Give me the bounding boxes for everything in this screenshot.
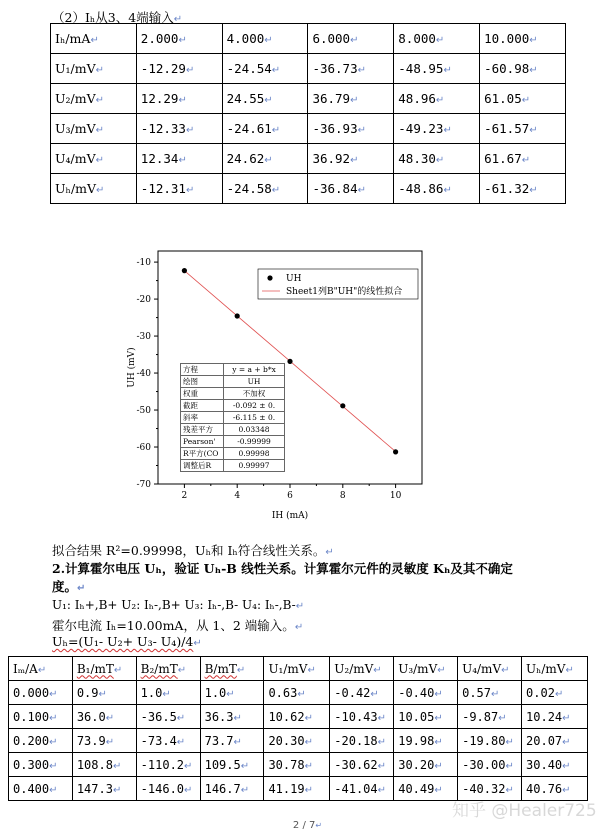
fit-table-row bbox=[181, 412, 285, 424]
table-cell: -49.23↵ bbox=[394, 114, 480, 144]
paragraph-mark-icon: ↵ bbox=[185, 185, 195, 196]
table-cell: -10.43↵ bbox=[330, 705, 394, 729]
fit-param-value: -6.115 ± 0. bbox=[224, 412, 285, 424]
paragraph-mark-icon: ↵ bbox=[325, 547, 334, 558]
paragraph-mark-icon: ↵ bbox=[491, 688, 500, 700]
table-cell: -41.04↵ bbox=[330, 777, 394, 801]
paragraph-mark-icon: ↵ bbox=[434, 784, 443, 796]
table-cell: 0.000↵ bbox=[9, 681, 73, 705]
paragraph-mark-icon: ↵ bbox=[112, 784, 122, 796]
paragraph-mark-icon: ↵ bbox=[377, 784, 387, 796]
fit-param-name: 权重 bbox=[181, 388, 224, 400]
paragraph-mark-icon: ↵ bbox=[434, 760, 443, 772]
page-number: 2 / 7↵ bbox=[292, 820, 323, 831]
table-cell: 30.40↵ bbox=[522, 753, 588, 777]
fit-table-row bbox=[181, 388, 285, 400]
section-heading-line-1: 2.计算霍尔电压 Uₕ，验证 Uₕ-B 线性关系。计算霍尔元件的灵敏度 Kₕ及其不确定 bbox=[52, 561, 513, 576]
paragraph-mark-icon: ↵ bbox=[49, 736, 58, 748]
table-cell: 1.0↵ bbox=[200, 681, 264, 705]
table-cell: -12.29↵ bbox=[136, 54, 222, 84]
table-cell: -40.32↵ bbox=[458, 777, 522, 801]
watermark-text: 知乎 @Healer725 bbox=[452, 801, 597, 821]
fit-table-row bbox=[181, 364, 285, 376]
table-cell: -48.95↵ bbox=[394, 54, 480, 84]
paragraph-mark-icon: ↵ bbox=[105, 736, 115, 748]
table-cell: 20.30↵ bbox=[264, 729, 330, 753]
table-cell: 0.02↵ bbox=[522, 681, 588, 705]
table-cell: 0.200↵ bbox=[9, 729, 73, 753]
fit-param-value: 0.99998 bbox=[224, 448, 285, 460]
y-tick-label: -70 bbox=[136, 480, 151, 490]
fit-param-name: R平方(CO bbox=[181, 448, 224, 460]
table-row bbox=[51, 54, 566, 84]
row-label: U₂/mV↵ bbox=[51, 84, 137, 114]
table-cell: 8.000↵ bbox=[394, 24, 480, 54]
uh-vs-ih-chart bbox=[120, 245, 440, 530]
paragraph-mark-icon: ↵ bbox=[304, 784, 313, 796]
paragraph-mark-icon: ↵ bbox=[37, 664, 47, 676]
fit-param-name: Pearson' bbox=[181, 436, 224, 448]
paragraph-mark-icon: ↵ bbox=[350, 35, 359, 46]
paragraph-mark-icon: ↵ bbox=[562, 712, 571, 724]
paragraph-mark-icon: ↵ bbox=[240, 784, 250, 796]
paragraph-mark-icon: ↵ bbox=[350, 95, 359, 106]
table-cell: -20.18↵ bbox=[330, 729, 394, 753]
table-cell: 10.62↵ bbox=[264, 705, 330, 729]
table-cell: -110.2↵ bbox=[136, 753, 200, 777]
column-header: U₄/mV↵ bbox=[458, 657, 522, 681]
table-cell: -61.57↵ bbox=[480, 114, 566, 144]
table-cell: 48.30↵ bbox=[394, 144, 480, 174]
paragraph-mark-icon: ↵ bbox=[233, 736, 242, 748]
fit-param-value: y = a + b*x bbox=[224, 364, 285, 376]
y-axis-label: UH (mV) bbox=[127, 347, 137, 388]
table-cell: 30.78↵ bbox=[264, 753, 330, 777]
table-cell: 12.34↵ bbox=[136, 144, 222, 174]
paragraph-mark-icon: ↵ bbox=[437, 664, 446, 676]
table-cell: -73.4↵ bbox=[136, 729, 200, 753]
table-cell: 19.98↵ bbox=[394, 729, 458, 753]
paragraph-mark-icon: ↵ bbox=[370, 688, 379, 700]
table-cell: -36.93↵ bbox=[308, 114, 394, 144]
paragraph-mark-icon: ↵ bbox=[297, 688, 306, 700]
paragraph-mark-icon: ↵ bbox=[377, 712, 387, 724]
paragraph-mark-icon: ↵ bbox=[434, 712, 443, 724]
column-header: Iₘ/A↵ bbox=[9, 657, 73, 681]
fit-param-name: 方程 bbox=[181, 364, 224, 376]
y-tick-label: -30 bbox=[136, 332, 151, 343]
table-cell: 0.300↵ bbox=[9, 753, 73, 777]
row-label: U₃/mV↵ bbox=[51, 114, 137, 144]
fit-param-name: 截距 bbox=[181, 400, 224, 412]
paragraph-mark-icon: ↵ bbox=[434, 688, 443, 700]
fit-result-text: 拟合结果 R²=0.99998，Uₕ和 Iₕ符合线性关系。↵ bbox=[52, 543, 334, 558]
fit-table-row bbox=[181, 376, 285, 388]
table-row bbox=[51, 114, 566, 144]
paragraph-mark-icon: ↵ bbox=[307, 664, 316, 676]
paragraph-mark-icon: ↵ bbox=[304, 712, 313, 724]
fit-param-name: 斜率 bbox=[181, 412, 224, 424]
table-cell: 30.20↵ bbox=[394, 753, 458, 777]
paragraph-mark-icon: ↵ bbox=[95, 125, 105, 136]
paragraph-mark-icon: ↵ bbox=[529, 125, 538, 136]
row-label: U₁/mV↵ bbox=[51, 54, 137, 84]
paragraph-mark-icon: ↵ bbox=[357, 125, 366, 136]
paragraph-mark-icon: ↵ bbox=[112, 760, 122, 772]
data-point bbox=[182, 268, 187, 273]
fit-table-row bbox=[181, 460, 285, 472]
column-header: U₁/mV↵ bbox=[264, 657, 330, 681]
x-tick-label: 10 bbox=[389, 491, 402, 501]
table-cell: -146.0↵ bbox=[136, 777, 200, 801]
column-header: B₂/mT↵ bbox=[136, 657, 200, 681]
fit-table-row bbox=[181, 436, 285, 448]
paragraph-mark-icon: ↵ bbox=[357, 185, 366, 196]
table-cell: 4.000↵ bbox=[222, 24, 308, 54]
table-cell: 147.3↵ bbox=[72, 777, 136, 801]
table-cell: 20.07↵ bbox=[522, 729, 588, 753]
legend-label: UH bbox=[286, 274, 302, 284]
paragraph-mark-icon: ↵ bbox=[304, 760, 313, 772]
fit-param-value: 0.99997 bbox=[224, 460, 285, 472]
hall-voltage-table-2 bbox=[8, 656, 588, 801]
table-cell: -60.98↵ bbox=[480, 54, 566, 84]
y-tick-label: -10 bbox=[136, 258, 151, 269]
paragraph-mark-icon: ↵ bbox=[271, 65, 281, 76]
table-row bbox=[9, 753, 588, 777]
fit-param-value: 不加权 bbox=[224, 388, 285, 400]
section-2-heading: （2）Iₕ从3、4端输入↵ bbox=[52, 10, 183, 25]
paragraph-mark-icon: ↵ bbox=[501, 664, 510, 676]
table-cell: -9.87↵ bbox=[458, 705, 522, 729]
y-tick-label: -40 bbox=[136, 369, 151, 380]
fit-param-name: 残差平方 bbox=[181, 424, 224, 436]
paragraph-mark-icon: ↵ bbox=[505, 736, 514, 748]
paragraph-mark-icon: ↵ bbox=[236, 664, 246, 676]
paragraph-mark-icon: ↵ bbox=[90, 35, 99, 46]
paragraph-mark-icon: ↵ bbox=[185, 65, 195, 76]
row-label: Uₕ/mV↵ bbox=[51, 174, 137, 204]
paragraph-mark-icon: ↵ bbox=[350, 155, 359, 166]
data-point bbox=[287, 359, 292, 364]
table-cell: 61.67↵ bbox=[480, 144, 566, 174]
table-cell: -24.61↵ bbox=[222, 114, 308, 144]
paragraph-mark-icon: ↵ bbox=[443, 125, 452, 136]
paragraph-mark-icon: ↵ bbox=[271, 185, 281, 196]
table-cell: 0.400↵ bbox=[9, 777, 73, 801]
hall-voltage-table-1 bbox=[50, 23, 566, 204]
paragraph-mark-icon: ↵ bbox=[95, 65, 105, 76]
paragraph-mark-icon: ↵ bbox=[498, 712, 507, 724]
table-row bbox=[51, 84, 566, 114]
column-header: B₁/mT↵ bbox=[72, 657, 136, 681]
paragraph-mark-icon: ↵ bbox=[49, 688, 58, 700]
paragraph-mark-icon: ↵ bbox=[177, 664, 187, 676]
paragraph-mark-icon: ↵ bbox=[162, 688, 171, 700]
legend-marker-dot bbox=[267, 275, 272, 280]
column-header: B/mT↵ bbox=[200, 657, 264, 681]
fit-param-value: -0.99999 bbox=[224, 436, 285, 448]
paragraph-mark-icon: ↵ bbox=[233, 712, 242, 724]
table-cell: -30.00↵ bbox=[458, 753, 522, 777]
paragraph-mark-icon: ↵ bbox=[264, 35, 273, 46]
paragraph-mark-icon: ↵ bbox=[521, 95, 531, 106]
paragraph-mark-icon: ↵ bbox=[562, 784, 571, 796]
paragraph-mark-icon: ↵ bbox=[562, 760, 571, 772]
table-cell: -36.84↵ bbox=[308, 174, 394, 204]
table-cell: 73.9↵ bbox=[72, 729, 136, 753]
table-cell: 0.100↵ bbox=[9, 705, 73, 729]
y-tick-label: -60 bbox=[136, 443, 151, 454]
paragraph-mark-icon: ↵ bbox=[521, 155, 531, 166]
paragraph-mark-icon: ↵ bbox=[295, 601, 305, 612]
column-header: U₂/mV↵ bbox=[330, 657, 394, 681]
row-label: Iₕ/mA↵ bbox=[51, 24, 137, 54]
paragraph-mark-icon: ↵ bbox=[264, 95, 273, 106]
table-cell: 2.000↵ bbox=[136, 24, 222, 54]
paragraph-mark-icon: ↵ bbox=[377, 760, 387, 772]
paragraph-mark-icon: ↵ bbox=[176, 736, 186, 748]
paragraph-mark-icon: ↵ bbox=[565, 664, 574, 676]
legend-label: Sheet1列B"UH"的线性拟合 bbox=[286, 287, 403, 297]
fit-param-name: 调整后R bbox=[181, 460, 224, 472]
paragraph-mark-icon: ↵ bbox=[529, 185, 538, 196]
table-row bbox=[51, 174, 566, 204]
x-axis-label: IH (mA) bbox=[271, 511, 309, 521]
paragraph-mark-icon: ↵ bbox=[184, 784, 193, 796]
paragraph-mark-icon: ↵ bbox=[178, 95, 187, 106]
table-cell: 0.63↵ bbox=[264, 681, 330, 705]
paragraph-mark-icon: ↵ bbox=[226, 688, 235, 700]
table-cell: 10.000↵ bbox=[480, 24, 566, 54]
paragraph-mark-icon: ↵ bbox=[240, 760, 250, 772]
paragraph-mark-icon: ↵ bbox=[264, 155, 273, 166]
paragraph-mark-icon: ↵ bbox=[113, 664, 123, 676]
paragraph-mark-icon: ↵ bbox=[294, 622, 304, 633]
paragraph-mark-icon: ↵ bbox=[505, 760, 514, 772]
paragraph-mark-icon: ↵ bbox=[554, 688, 564, 700]
table-cell: 109.5↵ bbox=[200, 753, 264, 777]
data-point bbox=[340, 403, 345, 408]
fit-param-value: 0.03348 bbox=[224, 424, 285, 436]
table-cell: -36.5↵ bbox=[136, 705, 200, 729]
paragraph-mark-icon: ↵ bbox=[271, 125, 281, 136]
x-tick-label: 6 bbox=[287, 491, 293, 501]
table-cell: 1.0↵ bbox=[136, 681, 200, 705]
table-cell: -0.40↵ bbox=[394, 681, 458, 705]
paragraph-mark-icon: ↵ bbox=[178, 155, 187, 166]
paragraph-mark-icon: ↵ bbox=[434, 736, 443, 748]
paragraph-mark-icon: ↵ bbox=[505, 784, 514, 796]
table-cell: -12.33↵ bbox=[136, 114, 222, 144]
fit-param-value: UH bbox=[224, 376, 285, 388]
x-tick-label: 4 bbox=[234, 491, 241, 501]
table-cell: 48.96↵ bbox=[394, 84, 480, 114]
paragraph-mark-icon: ↵ bbox=[49, 712, 58, 724]
table-cell: 6.000↵ bbox=[308, 24, 394, 54]
paragraph-mark-icon: ↵ bbox=[373, 664, 382, 676]
fit-param-name: 绘图 bbox=[181, 376, 224, 388]
data-point bbox=[235, 313, 240, 318]
table-cell: 0.9↵ bbox=[72, 681, 136, 705]
y-tick-label: -20 bbox=[136, 295, 151, 306]
table-row bbox=[9, 729, 588, 753]
current-note: 霍尔电流 Iₕ=10.00mA，从 1、2 端输入。↵ bbox=[52, 618, 304, 633]
paragraph-mark-icon: ↵ bbox=[178, 35, 187, 46]
table-cell: 0.57↵ bbox=[458, 681, 522, 705]
paragraph-mark-icon: ↵ bbox=[377, 736, 387, 748]
paragraph-mark-icon: ↵ bbox=[529, 35, 538, 46]
paragraph-mark-icon: ↵ bbox=[173, 14, 183, 25]
table-cell: -36.73↵ bbox=[308, 54, 394, 84]
table-row bbox=[51, 24, 566, 54]
table-cell: -19.80↵ bbox=[458, 729, 522, 753]
paragraph-mark-icon: ↵ bbox=[176, 712, 186, 724]
paragraph-mark-icon: ↵ bbox=[315, 821, 323, 830]
paragraph-mark-icon: ↵ bbox=[435, 95, 445, 106]
column-header: Uₕ/mV↵ bbox=[522, 657, 588, 681]
table-row bbox=[9, 681, 588, 705]
paragraph-mark-icon: ↵ bbox=[98, 688, 107, 700]
table-row bbox=[51, 144, 566, 174]
table-cell: 12.29↵ bbox=[136, 84, 222, 114]
fit-table-row bbox=[181, 424, 285, 436]
table-cell: 40.76↵ bbox=[522, 777, 588, 801]
paragraph-mark-icon: ↵ bbox=[193, 638, 202, 649]
paragraph-mark-icon: ↵ bbox=[77, 583, 86, 594]
paragraph-mark-icon: ↵ bbox=[105, 712, 115, 724]
x-tick-label: 2 bbox=[181, 491, 188, 501]
table-cell: 40.49↵ bbox=[394, 777, 458, 801]
table-cell: 36.3↵ bbox=[200, 705, 264, 729]
paragraph-mark-icon: ↵ bbox=[95, 155, 105, 166]
table-cell: 61.05↵ bbox=[480, 84, 566, 114]
table-cell: 10.05↵ bbox=[394, 705, 458, 729]
table-cell: -61.32↵ bbox=[480, 174, 566, 204]
paragraph-mark-icon: ↵ bbox=[304, 736, 313, 748]
paragraph-mark-icon: ↵ bbox=[95, 95, 105, 106]
y-tick-label: -50 bbox=[136, 406, 151, 417]
paragraph-mark-icon: ↵ bbox=[443, 185, 452, 196]
table-cell: 41.19↵ bbox=[264, 777, 330, 801]
table-cell: 108.8↵ bbox=[72, 753, 136, 777]
table-cell: 36.79↵ bbox=[308, 84, 394, 114]
fit-param-value: -0.092 ± 0. bbox=[224, 400, 285, 412]
row-label: U₄/mV↵ bbox=[51, 144, 137, 174]
paragraph-mark-icon: ↵ bbox=[49, 784, 58, 796]
table-cell: 146.7↵ bbox=[200, 777, 264, 801]
fit-table-row bbox=[181, 400, 285, 412]
paragraph-mark-icon: ↵ bbox=[357, 65, 366, 76]
column-header: U₃/mV↵ bbox=[394, 657, 458, 681]
paragraph-mark-icon: ↵ bbox=[443, 65, 452, 76]
table-cell: 36.92↵ bbox=[308, 144, 394, 174]
table-cell: -24.54↵ bbox=[222, 54, 308, 84]
uh-formula: Uₕ=(U₁- U₂+ U₃- U₄)/4↵ bbox=[52, 634, 202, 649]
table-cell: -48.86↵ bbox=[394, 174, 480, 204]
linear-fit-table bbox=[180, 363, 285, 472]
paragraph-mark-icon: ↵ bbox=[562, 736, 571, 748]
table-cell: -24.58↵ bbox=[222, 174, 308, 204]
voltage-definitions: U₁: Iₕ+,B+ U₂: Iₕ-,B+ U₃: Iₕ-,B- U₄: Iₕ-,B-↵ bbox=[52, 598, 305, 612]
section-heading-line-2: 度。↵ bbox=[52, 579, 86, 594]
table-cell: -30.62↵ bbox=[330, 753, 394, 777]
table-cell: 73.7↵ bbox=[200, 729, 264, 753]
paragraph-mark-icon: ↵ bbox=[529, 65, 538, 76]
table-cell: 36.0↵ bbox=[72, 705, 136, 729]
fit-table-row bbox=[181, 448, 285, 460]
table-cell: -0.42↵ bbox=[330, 681, 394, 705]
paragraph-mark-icon: ↵ bbox=[96, 185, 105, 196]
table-header-row bbox=[9, 657, 588, 681]
paragraph-mark-icon: ↵ bbox=[184, 760, 193, 772]
table-cell: 24.62↵ bbox=[222, 144, 308, 174]
table-row bbox=[9, 705, 588, 729]
paragraph-mark-icon: ↵ bbox=[185, 125, 195, 136]
table-cell: 10.24↵ bbox=[522, 705, 588, 729]
data-point bbox=[393, 449, 398, 454]
paragraph-mark-icon: ↵ bbox=[49, 760, 58, 772]
x-tick-label: 8 bbox=[339, 491, 346, 501]
table-cell: 24.55↵ bbox=[222, 84, 308, 114]
table-cell: -12.31↵ bbox=[136, 174, 222, 204]
paragraph-mark-icon: ↵ bbox=[435, 35, 445, 46]
paragraph-mark-icon: ↵ bbox=[435, 155, 445, 166]
